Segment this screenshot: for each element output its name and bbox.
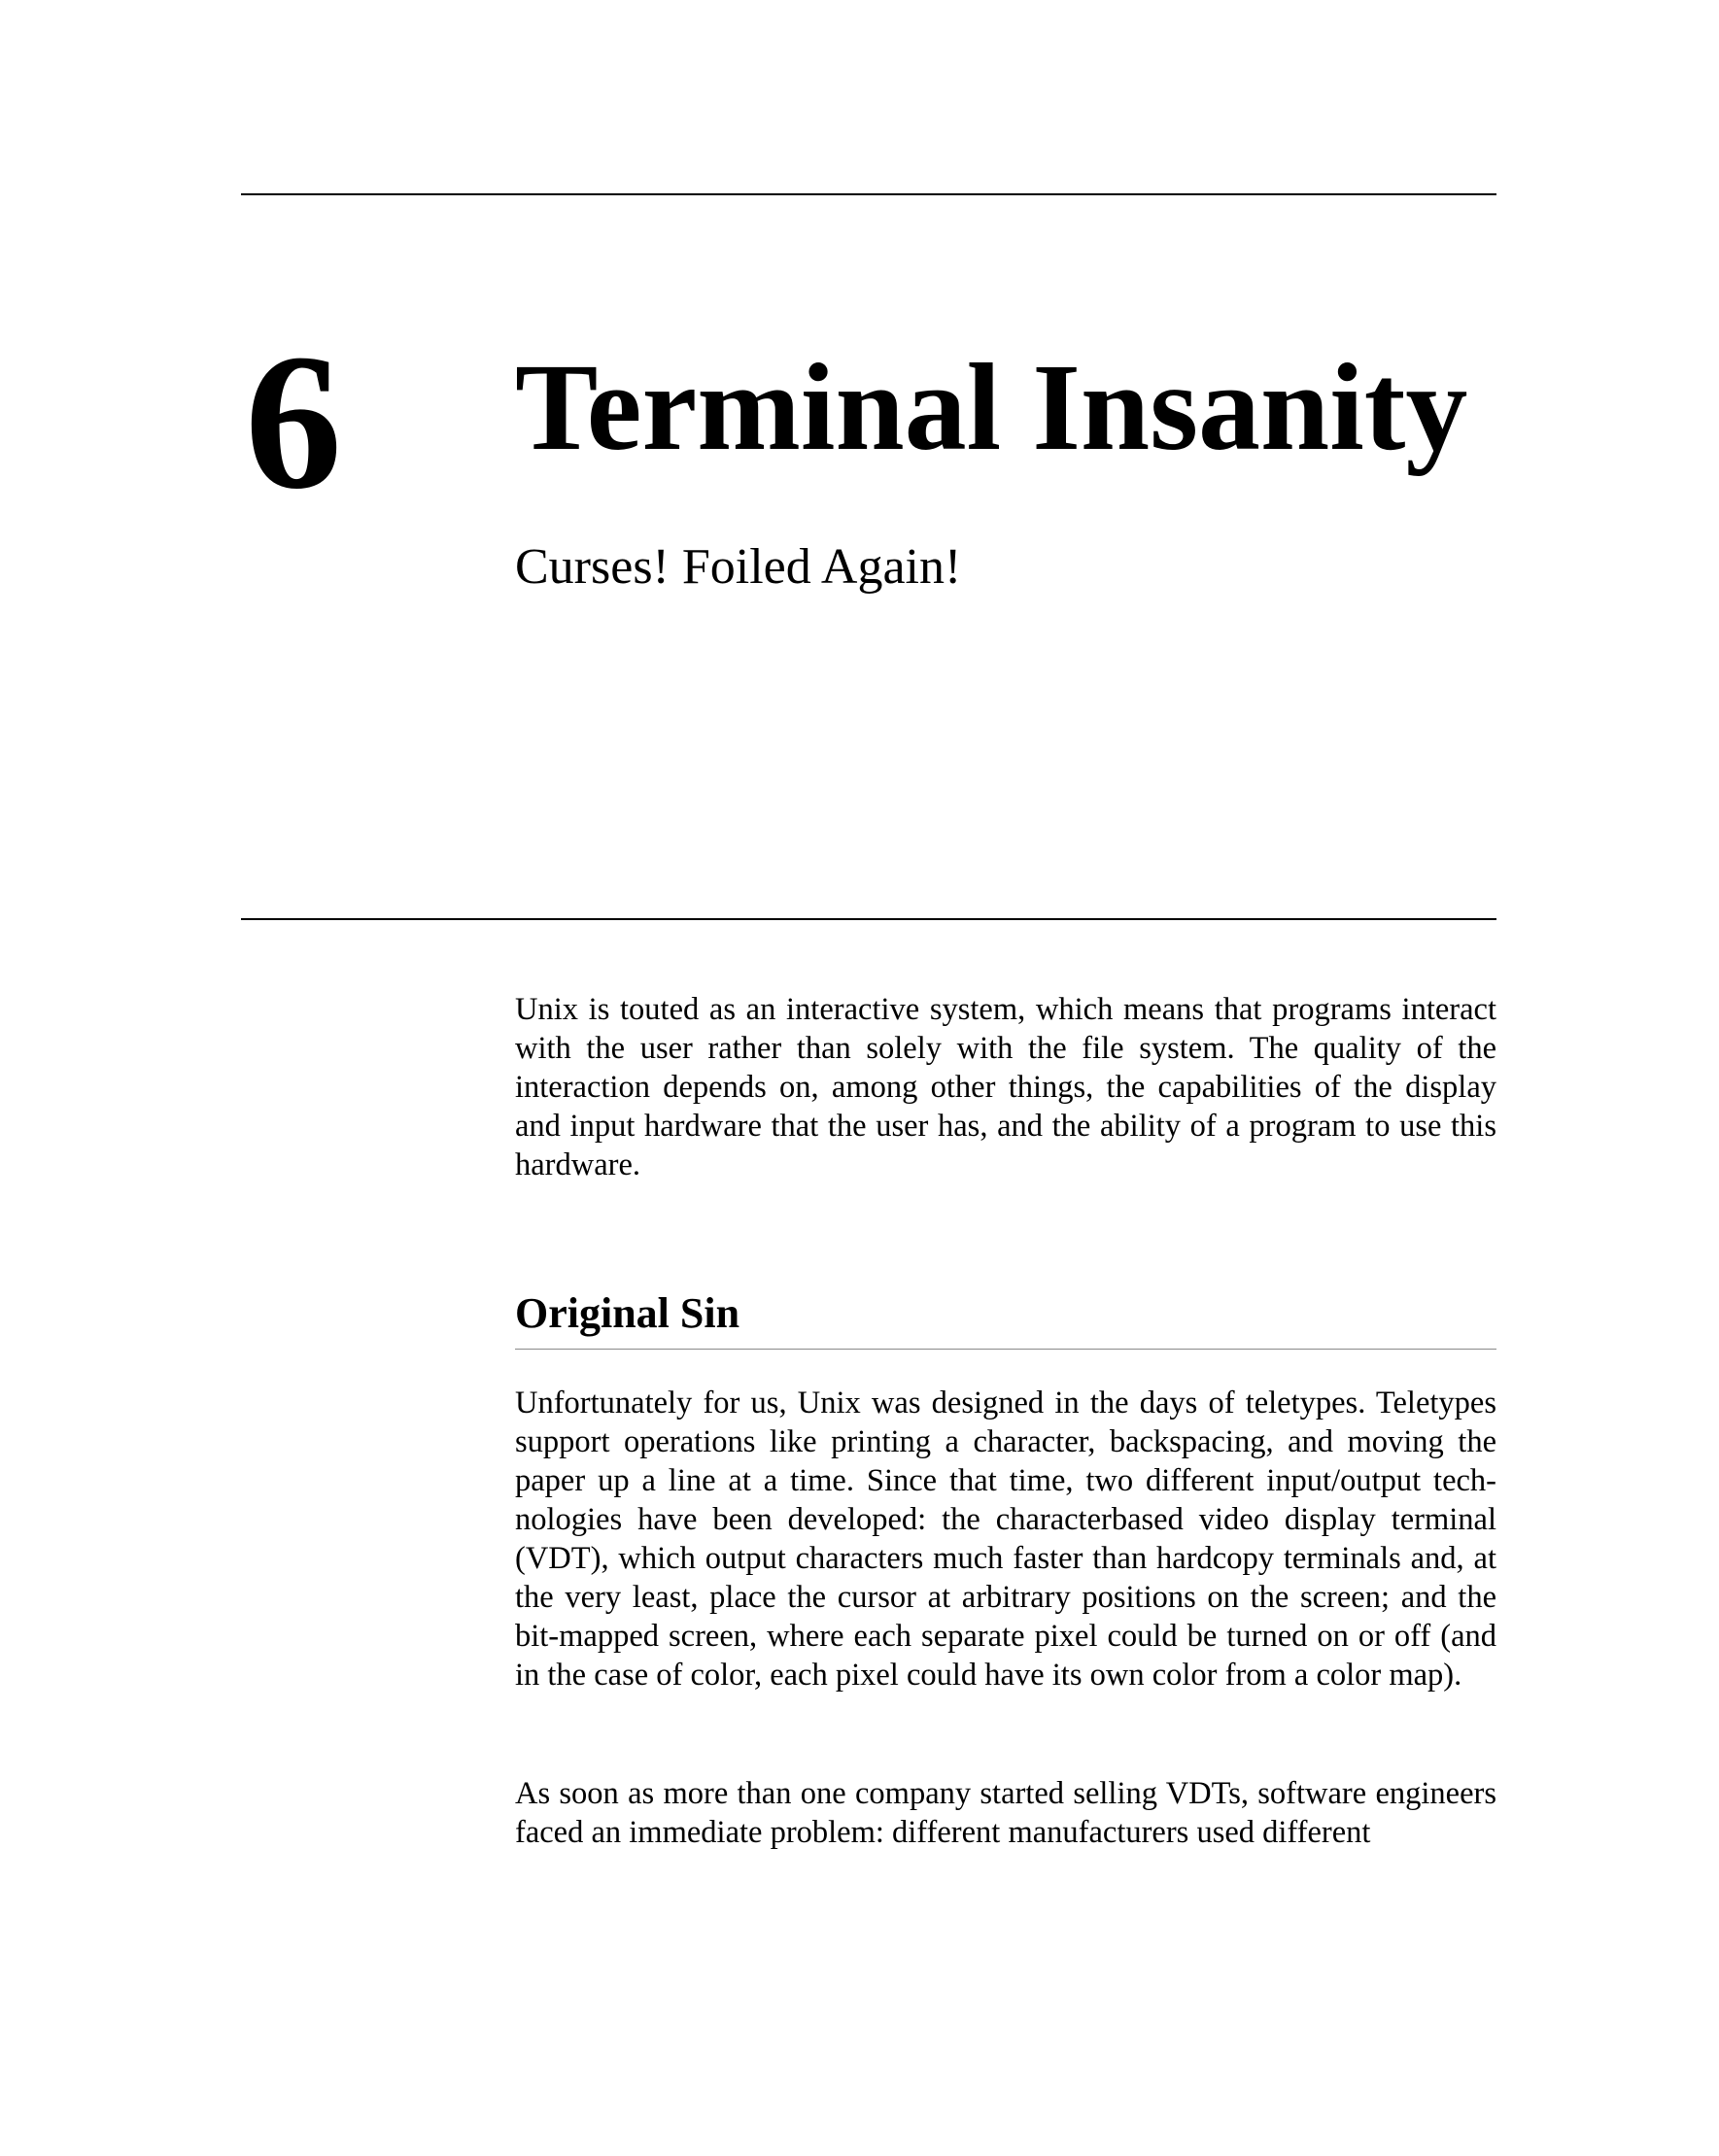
header-bottom-rule (241, 918, 1496, 920)
top-rule (241, 193, 1496, 195)
section-paragraph: As soon as more than one company started selling VDTs, software engineers faced an immediate problem: different manufacturers used different (515, 1776, 1496, 1850)
chapter-number: 6 (245, 315, 342, 530)
section-paragraph: Unfortunately for us, Unix was designed in the days of teletypes. Teletypes support operations like printing a character, backspacing, and moving the paper up a line at a time. Since that time, two different input/output technologies have been developed: the characterbased video display terminal (VDT), which output characters much faster than hardcopy terminals and, at the very least, place the cursor at arbitrary positions on the screen; and the bit-mapped screen, where each separate pixel could be turned on or off (and in the case of color, each pixel could have its own color from a color map). (515, 1386, 1496, 1693)
intro-paragraph: Unix is touted as an interactive system, which means that programs interact with the user rather than solely with the file system. The quality of the interaction depends on, among other things, the capabilities of the display and input hardware that the user has, and the ability of a program to use this hardware. (515, 992, 1496, 1182)
section-heading: Original Sin (515, 1292, 1496, 1350)
chapter-title: Terminal Insanity (515, 338, 1468, 476)
chapter-subtitle: Curses! Foiled Again! (515, 539, 962, 595)
